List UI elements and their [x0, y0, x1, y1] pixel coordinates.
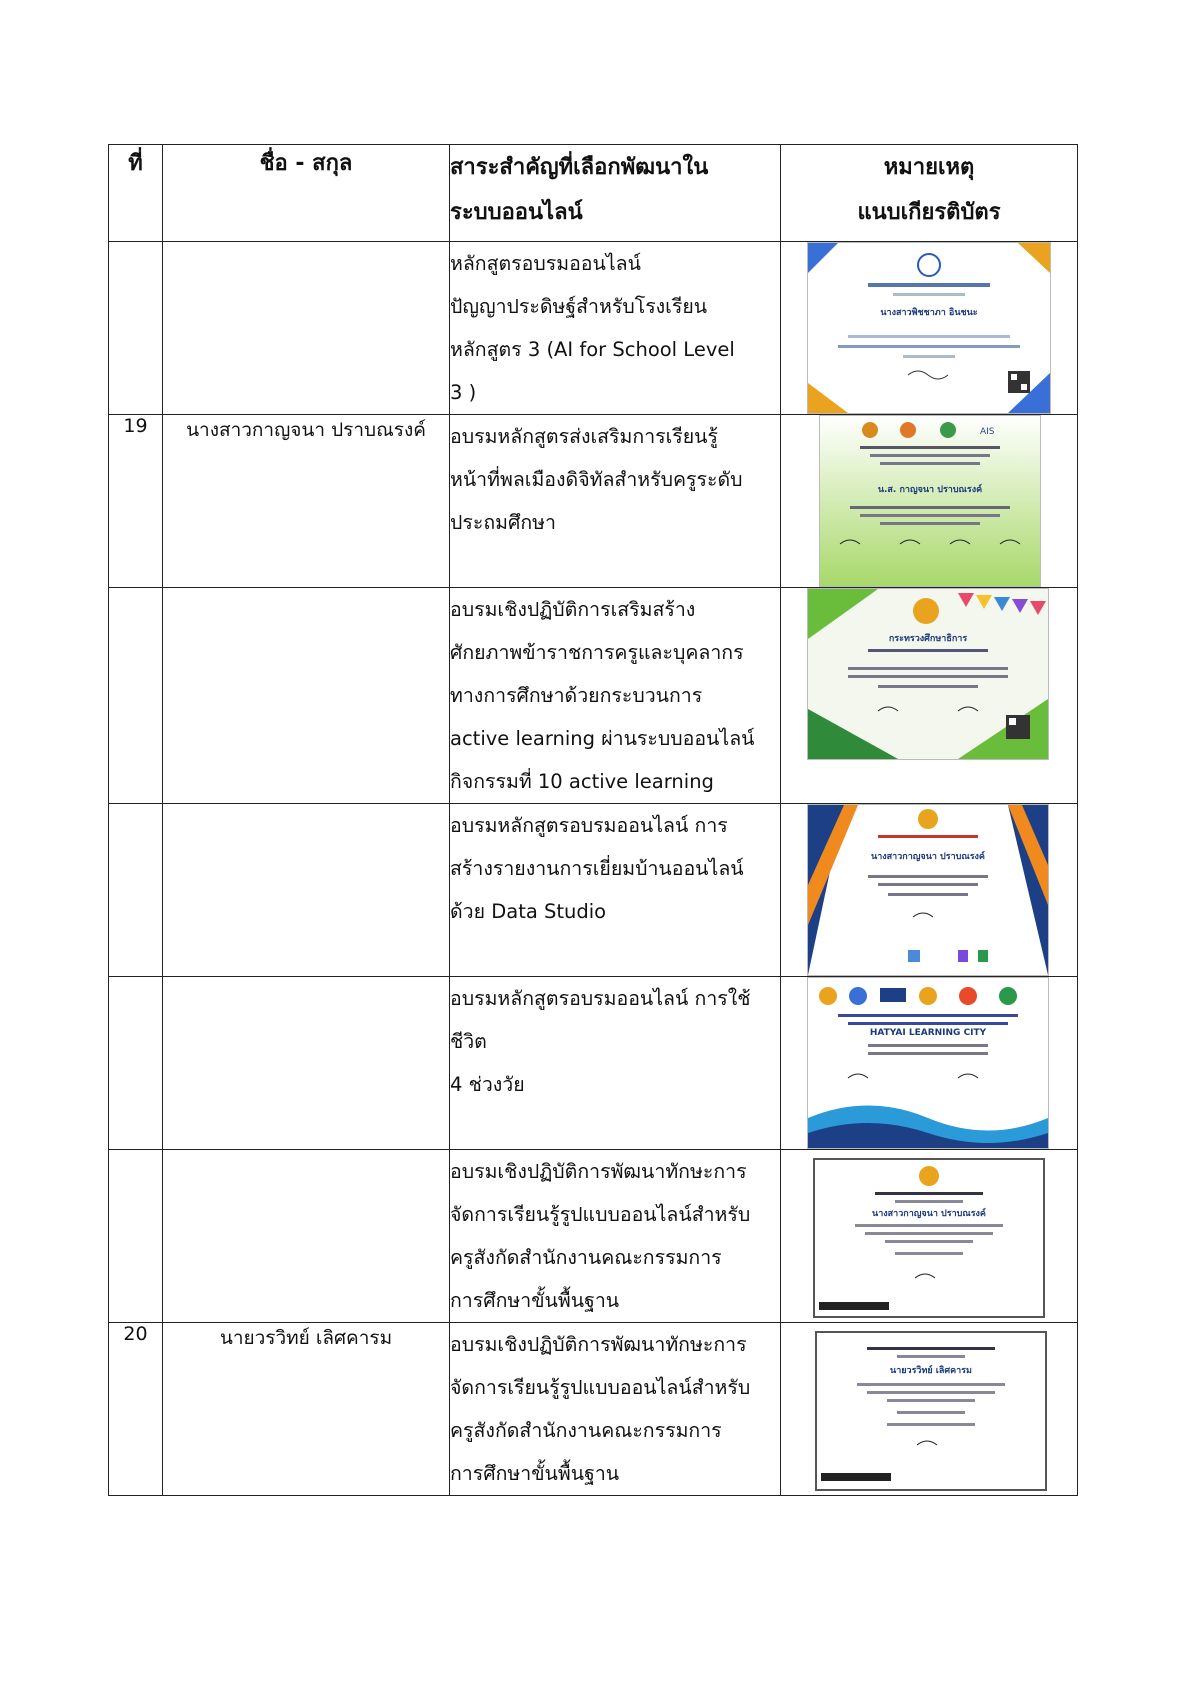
table-row	[109, 804, 1078, 977]
topic-line: 3 )	[450, 381, 477, 404]
row-no: 20	[109, 1323, 163, 1496]
topic-line: ทางการศึกษาด้วยกระบวนการ	[450, 684, 703, 707]
row-cert	[781, 1150, 1078, 1323]
certificate-recipient: น.ส. กาญจนา ปราบณรงค์	[877, 485, 983, 495]
topic-line: ชีวิต	[450, 1030, 487, 1053]
header-topic-line2: ระบบออนไลน์	[450, 200, 583, 225]
topic-line: หลักสูตรอบรมออนไลน์	[450, 252, 641, 275]
row-cert	[781, 588, 1078, 804]
row-no	[109, 977, 163, 1150]
header-note	[781, 145, 1078, 242]
row-topic	[450, 1150, 781, 1323]
topic-line: อบรมเชิงปฏิบัติการเสริมสร้าง	[450, 598, 696, 621]
row-cert	[781, 804, 1078, 977]
row-name: นายวรวิทย์ เลิศคารม	[163, 1323, 450, 1496]
certificate-recipient: HATYAI LEARNING CITY	[869, 1028, 987, 1038]
topic-line: ปัญญาประดิษฐ์สำหรับโรงเรียน	[450, 295, 708, 318]
row-no: 19	[109, 415, 163, 588]
certificate-recipient: กระทรวงศึกษาธิการ	[888, 634, 968, 644]
row-cert	[781, 242, 1078, 415]
table-row	[109, 242, 1078, 415]
topic-line: สร้างรายงานการเยี่ยมบ้านออนไลน์	[450, 857, 744, 880]
row-no	[109, 242, 163, 415]
topic-line: ประถมศึกษา	[450, 511, 556, 534]
row-topic	[450, 804, 781, 977]
topic-line: จัดการเรียนรู้รูปแบบออนไลน์สำหรับ	[450, 1376, 751, 1399]
row-name	[163, 242, 450, 415]
row-topic	[450, 977, 781, 1150]
certificate-image	[807, 242, 1051, 414]
svg-text:AIS: AIS	[980, 427, 995, 437]
topic-line: อบรมหลักสูตรส่งเสริมการเรียนรู้	[450, 425, 718, 448]
topic-line: หน้าที่พลเมืองดิจิทัลสำหรับครูระดับ	[450, 468, 743, 491]
topic-line: อบรมหลักสูตรอบรมออนไลน์ การ	[450, 814, 728, 837]
topic-line: ครูสังกัดสำนักงานคณะกรรมการ	[450, 1246, 722, 1269]
header-topic	[450, 145, 781, 242]
certificate-graphic	[808, 243, 1050, 413]
header-topic-line1: สาระสำคัญที่เลือกพัฒนาใน	[450, 155, 709, 180]
certificate-image	[815, 1331, 1047, 1491]
certificate-recipient: นางสาวพิชชาภา อินชนะ	[880, 308, 978, 318]
certificate-recipient: นางสาวกาญจนา ปราบณรงค์	[871, 852, 985, 862]
table-row	[109, 977, 1078, 1150]
certificate-image	[807, 977, 1049, 1149]
certificate-graphic	[808, 589, 1048, 759]
certificate-recipient: นายวรวิทย์ เลิศคารม	[890, 1366, 972, 1376]
certificate-graphic	[815, 1160, 1043, 1316]
row-cert	[781, 1323, 1078, 1496]
table-row	[109, 1323, 1078, 1496]
topic-line: ครูสังกัดสำนักงานคณะกรรมการ	[450, 1419, 722, 1442]
row-topic	[450, 588, 781, 804]
row-cert	[781, 977, 1078, 1150]
row-topic	[450, 1323, 781, 1496]
topic-line: อบรมเชิงปฏิบัติการพัฒนาทักษะการ	[450, 1160, 747, 1183]
topic-line: อบรมหลักสูตรอบรมออนไลน์ การใช้	[450, 987, 751, 1010]
row-topic	[450, 415, 781, 588]
certificate-recipient: นางสาวกาญจนา ปราบณรงค์	[872, 1209, 986, 1219]
topic-line: จัดการเรียนรู้รูปแบบออนไลน์สำหรับ	[450, 1203, 751, 1226]
row-no	[109, 1150, 163, 1323]
certificate-image	[819, 415, 1041, 587]
row-name	[163, 977, 450, 1150]
certificate-image	[813, 1158, 1045, 1318]
topic-line: การศึกษาขั้นพื้นฐาน	[450, 1462, 620, 1485]
row-name: นางสาวกาญจนา ปราบณรงค์	[163, 415, 450, 588]
topic-line: การศึกษาขั้นพื้นฐาน	[450, 1289, 620, 1312]
certificate-graphic	[808, 978, 1048, 1148]
topic-line: ด้วย Data Studio	[450, 900, 607, 923]
row-name	[163, 1150, 450, 1323]
header-no: ที่	[109, 145, 163, 242]
header-name: ชื่อ - สกุล	[163, 145, 450, 242]
topic-line: 4 ช่วงวัย	[450, 1073, 525, 1096]
row-no	[109, 804, 163, 977]
certificate-image	[807, 588, 1049, 760]
row-topic	[450, 242, 781, 415]
row-name	[163, 588, 450, 804]
topic-line: อบรมเชิงปฏิบัติการพัฒนาทักษะการ	[450, 1333, 747, 1356]
training-table	[108, 144, 1078, 1496]
header-note-line2: แนบเกียรติบัตร	[857, 200, 1001, 225]
table-row	[109, 415, 1078, 588]
table-row	[109, 1150, 1078, 1323]
table-row	[109, 588, 1078, 804]
row-name	[163, 804, 450, 977]
certificate-graphic	[808, 805, 1048, 975]
certificate-graphic	[817, 1333, 1045, 1489]
row-no	[109, 588, 163, 804]
certificate-graphic	[820, 416, 1040, 586]
table-header-row	[109, 145, 1078, 242]
topic-line: กิจกรรมที่ 10 active learning	[450, 770, 714, 793]
header-note-line1: หมายเหตุ	[883, 155, 975, 180]
topic-line: active learning ผ่านระบบออนไลน์	[450, 727, 755, 750]
topic-line: หลักสูตร 3 (AI for School Level	[450, 338, 735, 361]
topic-line: ศักยภาพข้าราชการครูและบุคลากร	[450, 641, 744, 664]
row-cert	[781, 415, 1078, 588]
certificate-image	[807, 804, 1049, 976]
